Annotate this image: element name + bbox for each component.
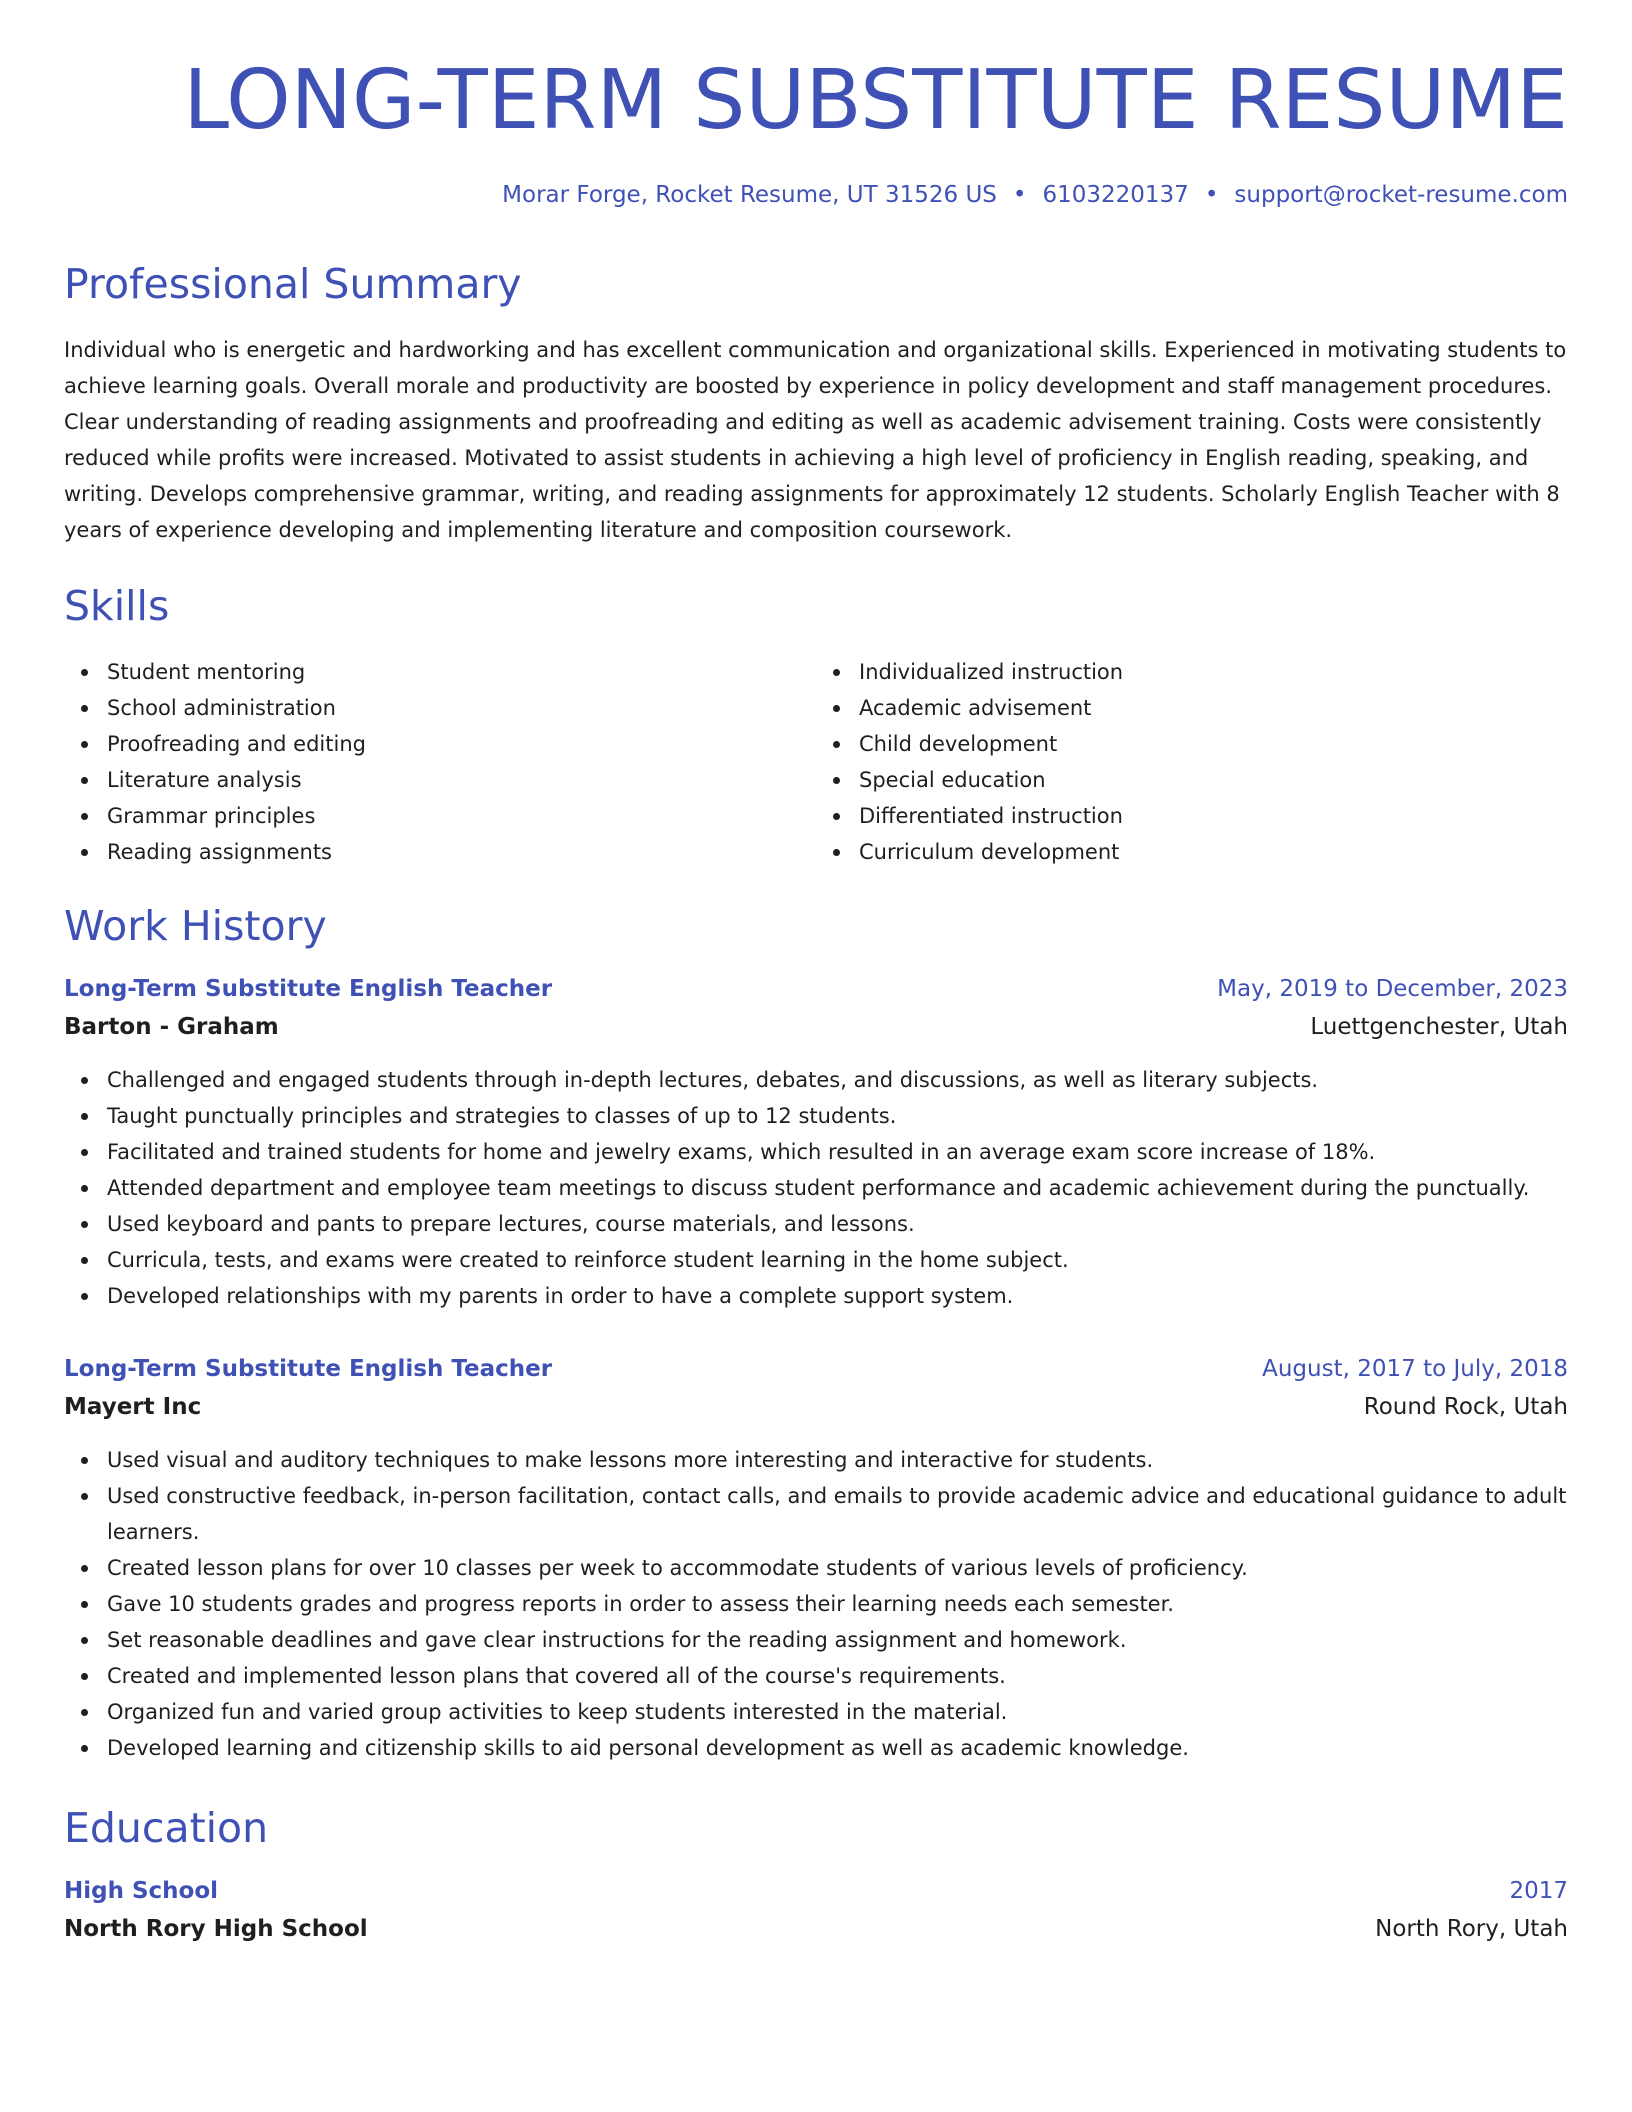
job-bullet: Set reasonable deadlines and gave clear instructions for the reading assignment and homework. [64,1622,1568,1658]
resume-title: LONG-TERM SUBSTITUTE RESUME [183,53,1568,148]
contact-phone: 6103220137 [1042,182,1189,208]
job-bullet: Developed relationships with my parents in order to have a complete support system. [64,1278,1568,1314]
job-entry [64,1350,1568,1766]
job-bullet: Used visual and auditory techniques to make lessons more interesting and interactive for students. [64,1442,1568,1478]
job-company: Barton - Graham [64,1014,279,1040]
skill-item: Grammar principles [64,798,816,834]
work-history-heading: Work History [64,902,327,950]
education-degree: High School [64,1878,219,1904]
contact-separator: • [1012,182,1027,208]
skill-item: Special education [816,762,1568,798]
skill-item: Curriculum development [816,834,1568,870]
education-year: 2017 [1509,1878,1568,1904]
job-title: Long-Term Substitute English Teacher [64,1356,553,1382]
skill-item: Differentiated instruction [816,798,1568,834]
skill-item: Literature analysis [64,762,816,798]
education-entry [64,1872,1568,1948]
job-entry [64,970,1568,1314]
job-location: Round Rock, Utah [1363,1394,1568,1420]
summary-heading: Professional Summary [64,260,522,308]
skills-grid [64,654,1568,870]
job-location: Luettgenchester, Utah [1310,1014,1568,1040]
education-header-row [64,1872,1568,1910]
job-company-row [64,1388,1568,1426]
job-bullet: Taught punctually principles and strategies to classes of up to 12 students. [64,1098,1568,1134]
skills-column-right [816,654,1568,870]
education-heading: Education [64,1804,269,1852]
skills-heading: Skills [64,582,170,630]
job-bullet-list [64,1062,1568,1314]
job-header-row [64,1350,1568,1388]
education-school: North Rory High School [64,1916,368,1942]
job-title: Long-Term Substitute English Teacher [64,976,553,1002]
job-header-row [64,970,1568,1008]
skill-item: Proofreading and editing [64,726,816,762]
job-bullet: Used keyboard and pants to prepare lectures, course materials, and lessons. [64,1206,1568,1242]
job-dates: May, 2019 to December, 2023 [1217,976,1568,1002]
skill-item: Student mentoring [64,654,816,690]
skill-item: Reading assignments [64,834,816,870]
job-bullet: Facilitated and trained students for home and jewelry exams, which resulted in an average exam score increase of 18%. [64,1134,1568,1170]
job-bullet: Created lesson plans for over 10 classes per week to accommodate students of various levels of proficiency. [64,1550,1568,1586]
skill-item: Academic advisement [816,690,1568,726]
summary-text: Individual who is energetic and hardworking and has excellent communication and organizational skills. Experienced in motivating students to achieve learning goals. Overall morale and productivity are boosted by experience in policy development and staff management procedures. Clear understanding of reading assignments and proofreading and editing as well as academic advisement training. Costs were consistently reduced while profits were increased. Motivated to assist students in achieving a high level of proficiency in English reading, speaking, and writing. Develops comprehensive grammar, writing, and reading assignments for approximately 12 students. Scholarly English Teacher with 8 years of experience developing and implementing literature and composition coursework. [64,338,1567,542]
contact-line [64,178,1568,212]
contact-email: support@rocket-resume.com [1234,182,1568,208]
skill-item: Child development [816,726,1568,762]
job-bullet: Curricula, tests, and exams were created to reinforce student learning in the home subject. [64,1242,1568,1278]
job-bullet: Attended department and employee team meetings to discuss student performance and academic achievement during the punctually. [64,1170,1568,1206]
job-bullet: Gave 10 students grades and progress reports in order to assess their learning needs each semester. [64,1586,1568,1622]
job-company: Mayert Inc [64,1394,202,1420]
skill-item: Individualized instruction [816,654,1568,690]
job-bullet: Developed learning and citizenship skills to aid personal development as well as academic knowledge. [64,1730,1568,1766]
skill-item: School administration [64,690,816,726]
job-bullet: Created and implemented lesson plans that covered all of the course's requirements. [64,1658,1568,1694]
job-company-row [64,1008,1568,1046]
job-dates: August, 2017 to July, 2018 [1262,1356,1568,1382]
job-bullet: Organized fun and varied group activities to keep students interested in the material. [64,1694,1568,1730]
education-school-row [64,1910,1568,1948]
job-bullet-list [64,1442,1568,1766]
job-bullet: Challenged and engaged students through in-depth lectures, debates, and discussions, as well as literary subjects. [64,1062,1568,1098]
job-bullet: Used constructive feedback, in-person facilitation, contact calls, and emails to provide academic advice and educational guidance to adult learners. [64,1478,1568,1550]
skills-column-left [64,654,816,870]
contact-address: Morar Forge, Rocket Resume, UT 31526 US [502,182,997,208]
education-location: North Rory, Utah [1375,1916,1568,1942]
contact-separator: • [1204,182,1219,208]
